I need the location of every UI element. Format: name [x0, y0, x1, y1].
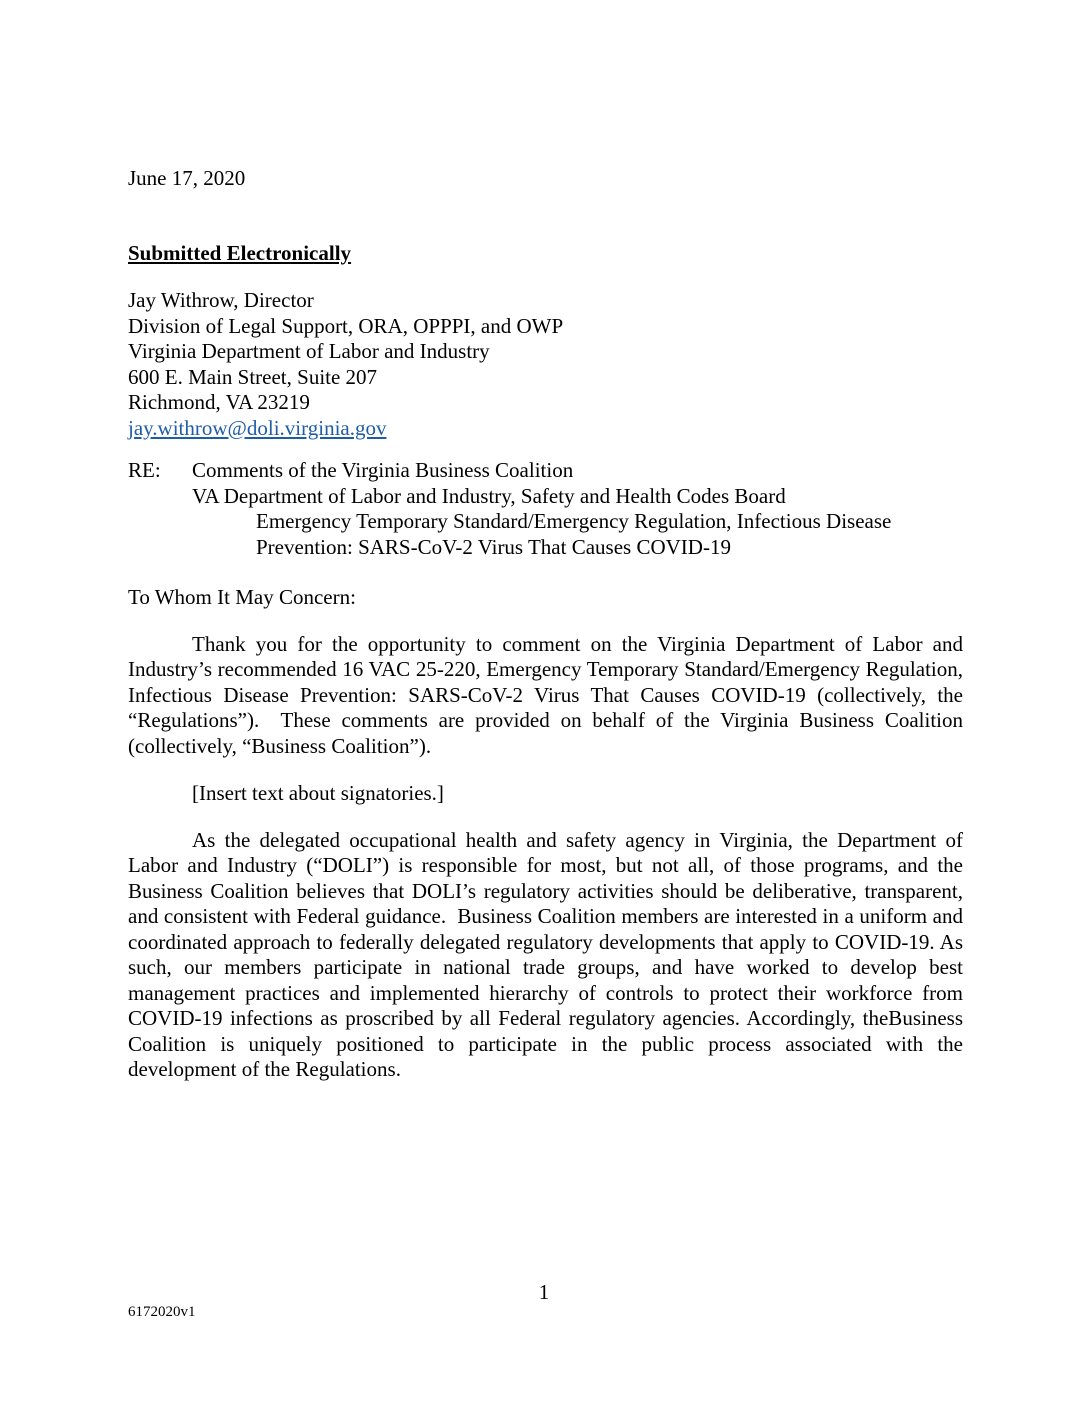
letter-date: June 17, 2020: [128, 166, 246, 190]
body-paragraph-2: As the delegated occupational health and safety agency in Virginia, the Department of Labor and Industry (“DOLI”) is responsible for most, but not all, of those programs, and the Business Coalition believes that DOLI’s regulatory activities should be deliberative, transparent, and consistent with Federal guidance. Business Coalition members are interested in a uniform and coordinated approach to federally delegated regulatory developments that apply to COVID-19. As such, our members participate in national trade groups, and have worked to develop best management practices and implemented hierarchy of controls to protect their workforce from COVID-19 infections as proscribed by all Federal regulatory agencies. Accordingly, theBusiness Coalition is uniquely positioned to participate in the public process associated with the development of the Regulations.: [128, 827, 963, 1081]
recipient-email-line: [128, 416, 963, 442]
recipient-street-line: 600 E. Main Street, Suite 207: [128, 364, 378, 389]
re-subject-line-3: Emergency Temporary Standard/Emergency Regulation, Infectious Disease: [256, 509, 892, 533]
document-version-id: 6172020v1: [128, 1304, 196, 1320]
submitted-electronically-heading: Submitted Electronically: [128, 240, 352, 265]
insert-signatories-note: [Insert text about signatories.]: [192, 781, 444, 805]
recipient-name-line: Jay Withrow, Director: [128, 288, 314, 312]
salutation: To Whom It May Concern:: [128, 585, 356, 609]
re-subject-line-2: VA Department of Labor and Industry, Safety and Health Codes Board: [192, 483, 786, 508]
recipient-department-line: Virginia Department of Labor and Industry: [128, 339, 490, 363]
body-paragraph-1: Thank you for the opportunity to comment on the Virginia Department of Labor and Industry’s recommended 16 VAC 25-220, Emergency Temporary Standard/Emergency Regulation, Infectious Disease Prevention: SARS-CoV-2 Virus That Causes COVID-19 (collectively, the “Regulations”). These comments are provided on behalf of the Virginia Business Coalition (collectively, “Business Coalition”).: [128, 631, 963, 758]
recipient-division-line: Division of Legal Support, ORA, OPPPI, and OWP: [128, 313, 564, 338]
re-label: RE:: [128, 458, 161, 482]
recipient-address-block: [128, 288, 963, 441]
re-subject-block: [128, 458, 963, 560]
re-subject-line-4: Prevention: SARS-CoV-2 Virus That Causes COVID-19: [256, 534, 731, 559]
recipient-email-link[interactable]: jay.withrow@doli.virginia.gov: [128, 415, 387, 440]
page-number: 1: [538, 1280, 550, 1304]
recipient-city-line: Richmond, VA 23219: [128, 390, 310, 414]
re-subject-line-1: Comments of the Virginia Business Coalition: [192, 458, 574, 482]
